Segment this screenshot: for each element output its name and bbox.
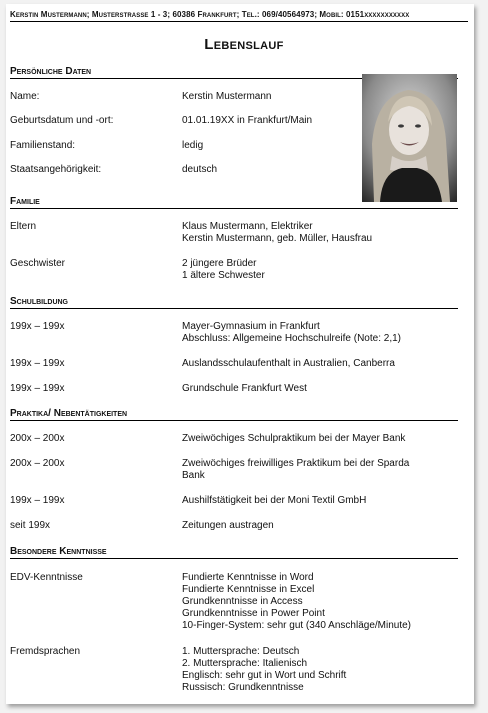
contact-header: Kerstin Mustermann; Musterstrasse 1 - 3; 60386 Frankfurt; Tel.: 069/40564973; Mobil: 0151xxxxxxxxxxx bbox=[10, 10, 468, 22]
school-value-2: Auslandsschulaufenthalt in Australien, Canberra bbox=[182, 358, 395, 369]
personal-value-status: ledig bbox=[182, 140, 204, 151]
family-label-siblings: Geschwister bbox=[10, 258, 66, 269]
portrait-image bbox=[362, 74, 457, 202]
internship-label-2: 200x – 200x bbox=[10, 458, 65, 469]
section-title-skills: Besondere Kenntnisse bbox=[10, 546, 458, 559]
section-title-family: Familie bbox=[10, 196, 458, 209]
school-value-1a: Mayer-Gymnasium in Frankfurt bbox=[182, 321, 320, 332]
skills-value-it-1: Fundierte Kenntnisse in Word bbox=[182, 572, 314, 583]
personal-label-nationality: Staatsangehörigkeit: bbox=[10, 164, 102, 175]
skills-value-it-2: Fundierte Kenntnisse in Excel bbox=[182, 584, 315, 595]
personal-label-name: Name: bbox=[10, 91, 40, 102]
internship-value-2a: Zweiwöchiges freiwilliges Praktikum bei der Sparda bbox=[182, 458, 410, 469]
internship-value-1: Zweiwöchiges Schulpraktikum bei der Mayer Bank bbox=[182, 433, 406, 444]
internship-value-2b: Bank bbox=[182, 470, 205, 481]
internship-value-3: Aushilfstätigkeit bei der Moni Textil GmbH bbox=[182, 495, 367, 506]
skills-value-it-5: 10-Finger-System: sehr gut (340 Anschläge/Minute) bbox=[182, 620, 411, 631]
internship-label-1: 200x – 200x bbox=[10, 433, 65, 444]
section-title-internships: Praktika/ Nebentätigkeiten bbox=[10, 408, 458, 421]
skills-label-languages: Fremdsprachen bbox=[10, 646, 81, 657]
skills-value-lang-4: Russisch: Grundkenntnisse bbox=[182, 682, 304, 693]
personal-label-birth: Geburtsdatum und -ort: bbox=[10, 115, 114, 126]
skills-label-it: EDV-Kenntnisse bbox=[10, 572, 83, 583]
family-value-parents-2: Kerstin Mustermann, geb. Müller, Hausfrau bbox=[182, 233, 373, 244]
skills-value-it-4: Grundkenntnisse in Power Point bbox=[182, 608, 325, 619]
family-value-parents-1: Klaus Mustermann, Elektriker bbox=[182, 221, 313, 232]
skills-value-lang-3: Englisch: sehr gut in Wort und Schrift bbox=[182, 670, 347, 681]
school-label-3: 199x – 199x bbox=[10, 383, 65, 394]
skills-value-lang-1: 1. Muttersprache: Deutsch bbox=[182, 646, 300, 657]
skills-value-lang-2: 2. Muttersprache: Italienisch bbox=[182, 658, 308, 669]
family-value-siblings-1: 2 jüngere Brüder bbox=[182, 258, 257, 269]
family-value-siblings-2: 1 ältere Schwester bbox=[182, 270, 265, 281]
family-label-parents: Eltern bbox=[10, 221, 37, 232]
internship-label-4: seit 199x bbox=[10, 520, 51, 531]
personal-label-status: Familienstand: bbox=[10, 140, 76, 151]
document-title: Lebenslauf bbox=[204, 36, 284, 53]
school-value-3: Grundschule Frankfurt West bbox=[182, 383, 307, 394]
skills-value-it-3: Grundkenntnisse in Access bbox=[182, 596, 303, 607]
section-title-school: Schulbildung bbox=[10, 296, 458, 309]
personal-value-birth: 01.01.19XX in Frankfurt/Main bbox=[182, 115, 313, 126]
school-value-1b: Abschluss: Allgemeine Hochschulreife (Note: 2,1) bbox=[182, 333, 401, 344]
section-title-personal: Persönliche Daten bbox=[10, 66, 458, 79]
school-label-1: 199x – 199x bbox=[10, 321, 65, 332]
personal-value-name: Kerstin Mustermann bbox=[182, 91, 272, 102]
internship-value-4: Zeitungen austragen bbox=[182, 520, 274, 531]
school-label-2: 199x – 199x bbox=[10, 358, 65, 369]
portrait-photo bbox=[362, 74, 457, 202]
internship-label-3: 199x – 199x bbox=[10, 495, 65, 506]
personal-value-nationality: deutsch bbox=[182, 164, 218, 175]
